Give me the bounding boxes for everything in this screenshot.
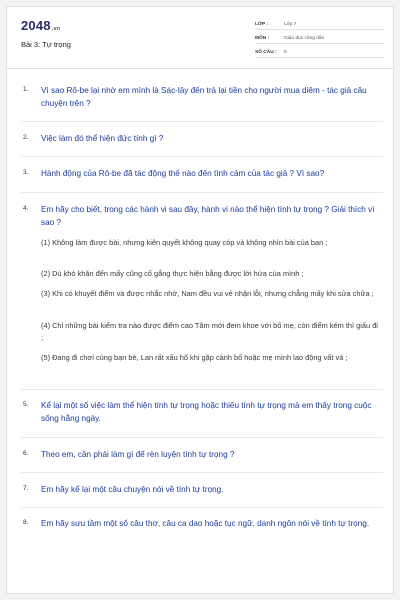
question-number: 7. <box>23 485 29 492</box>
meta-label: LỚP : <box>255 22 269 27</box>
divider <box>21 437 383 438</box>
worksheet-header <box>7 7 393 69</box>
meta-row-grade <box>255 17 385 30</box>
question-number: 2. <box>23 134 29 141</box>
question-text: Kể lại một số việc làm thể hiện tính tự trọng hoặc thiếu tính tự trọng mà em thấy trong cuộc sống hằng ngày. <box>41 401 372 423</box>
worksheet-page <box>6 6 394 594</box>
question-text: Việc làm đó thể hiện đức tính gì ? <box>41 134 164 143</box>
meta-info <box>255 17 385 59</box>
question-number: 6. <box>23 450 29 457</box>
question-text: Hành động của Rô-be đã tác động thế nào đến tình cảm của tác giả ? Vì sao? <box>41 169 325 178</box>
divider <box>21 121 383 122</box>
answer-option: (5) Đang đi chơi cùng bạn bè, Lan rất xấu hổ khi gặp cảnh bố hoặc mẹ mình lao động vất vả ; <box>41 353 348 362</box>
meta-label: SỐ CÂU : <box>255 50 277 55</box>
meta-value: Giáo dục công dân <box>284 36 325 41</box>
meta-row-subject <box>255 31 385 44</box>
question-text: Vì sao Rô-be lại nhờ em mình là Sác-lây đến trả lại tiền cho người mua diêm - tác giả câu chuyện trên ? <box>41 86 367 108</box>
question-text: Theo em, cần phải làm gì để rèn luyện tính tự trọng ? <box>41 450 235 459</box>
answer-option: (1) Không làm được bài, nhưng kiên quyết không quay cóp và không nhìn bài của bạn ; <box>41 238 328 247</box>
question-text: Em hãy cho biết, trong các hành vi sau đây, hành vi nào thể hiện tính tự trọng ? Giải thích vì sao ? <box>41 205 375 227</box>
divider <box>21 507 383 508</box>
question-text: Em hãy sưu tầm một số câu thơ, câu ca dao hoặc tục ngữ, danh ngôn nói về tính tự trọng. <box>41 519 370 528</box>
divider <box>21 472 383 473</box>
site-logo[interactable]: 2048.vn <box>21 18 61 33</box>
question-number: 4. <box>23 205 29 212</box>
answer-option: (4) Chỉ những bài kiểm tra nào được điểm cao Tâm mới đem khoe với bố mẹ, còn điểm kém thì giấu đi ; <box>41 321 378 342</box>
meta-row-count <box>255 45 385 58</box>
divider <box>21 192 383 193</box>
question-text: Em hãy kể lại một câu chuyện nói về tính tự trọng. <box>41 485 224 494</box>
question-number: 3. <box>23 169 29 176</box>
divider <box>21 156 383 157</box>
lesson-title: Bài 3: Tự trọng <box>21 40 71 49</box>
meta-value: Lớp 7 <box>284 22 297 27</box>
meta-value: 8 <box>284 50 287 55</box>
answer-option: (3) Khi có khuyết điểm và được nhắc nhở, Nam đều vui vẻ nhận lỗi, nhưng chẳng mấy khi sửa chữa ; <box>41 289 374 298</box>
question-number: 1. <box>23 86 29 93</box>
meta-label: MÔN : <box>255 36 270 41</box>
answer-option: (2) Dù khó khăn đến mấy cũng cố gắng thực hiện bằng được lời hứa của mình ; <box>41 269 304 278</box>
question-number: 8. <box>23 519 29 526</box>
divider <box>21 389 383 390</box>
question-number: 5. <box>23 401 29 408</box>
